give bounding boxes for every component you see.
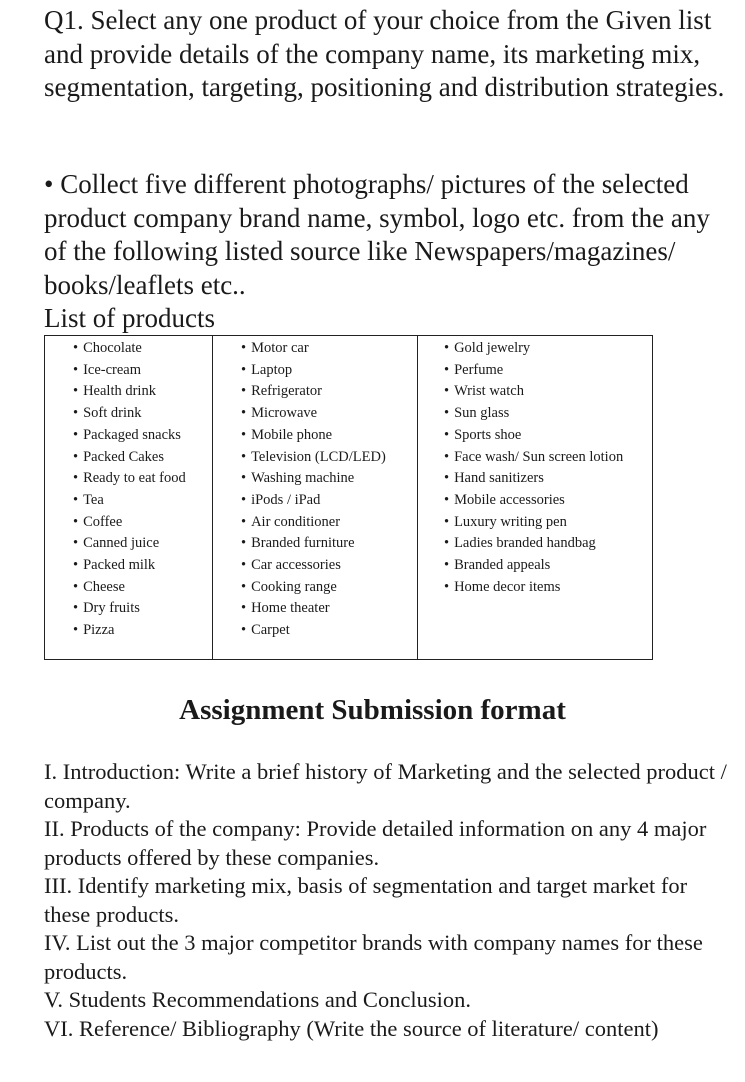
product-item: • Cheese bbox=[73, 577, 212, 599]
product-item: • Ladies branded handbag bbox=[444, 533, 652, 555]
product-item: • Hand sanitizers bbox=[444, 468, 652, 490]
submission-item: VI. Reference/ Bibliography (Write the source of literature/ content) bbox=[44, 1015, 659, 1041]
product-item: • Coffee bbox=[73, 512, 212, 534]
product-item: • Canned juice bbox=[73, 533, 212, 555]
product-table bbox=[44, 335, 653, 660]
submission-format-heading: Assignment Submission format bbox=[179, 694, 566, 726]
submission-item: I. Introduction: Write a brief history of Marketing and the selected product / company. bbox=[44, 759, 727, 813]
product-item: • Microwave bbox=[241, 403, 417, 425]
product-item: • Perfume bbox=[444, 360, 652, 382]
submission-item: III. Identify marketing mix, basis of segmentation and target market for these products. bbox=[44, 873, 688, 927]
product-item: • Home theater bbox=[241, 598, 417, 620]
product-item: • Mobile phone bbox=[241, 425, 417, 447]
product-item: • Luxury writing pen bbox=[444, 512, 652, 534]
product-item: • Refrigerator bbox=[241, 381, 417, 403]
product-item: • Branded furniture bbox=[241, 533, 417, 555]
product-item: • iPods / iPad bbox=[241, 490, 417, 512]
product-column-food bbox=[45, 336, 213, 659]
product-item: • Mobile accessories bbox=[444, 490, 652, 512]
product-item: • Cooking range bbox=[241, 577, 417, 599]
product-item: • Television (LCD/LED) bbox=[241, 447, 417, 469]
product-item: • Face wash/ Sun screen lotion bbox=[444, 447, 652, 469]
product-item: • Chocolate bbox=[73, 338, 212, 360]
product-item: • Ice-cream bbox=[73, 360, 212, 382]
product-item: • Branded appeals bbox=[444, 555, 652, 577]
product-item: • Pizza bbox=[73, 620, 212, 642]
submission-format-list bbox=[44, 758, 734, 1043]
submission-item: IV. List out the 3 major competitor brands with company names for these products. bbox=[44, 930, 703, 984]
product-item: • Packed Cakes bbox=[73, 447, 212, 469]
product-item: • Home decor items bbox=[444, 577, 652, 599]
product-item: • Laptop bbox=[241, 360, 417, 382]
photo-instruction-text: • Collect five different photographs/ pictures of the selected product company brand name, symbol, logo etc. from the any of the following listed source like Newspapers/magazines/ books/leaflets etc.. bbox=[44, 169, 710, 300]
product-item: • Sports shoe bbox=[444, 425, 652, 447]
product-item: • Dry fruits bbox=[73, 598, 212, 620]
submission-item: II. Products of the company: Provide detailed information on any 4 major products offered by these companies. bbox=[44, 816, 707, 870]
product-item: • Packed milk bbox=[73, 555, 212, 577]
product-item: • Washing machine bbox=[241, 468, 417, 490]
product-item: • Sun glass bbox=[444, 403, 652, 425]
product-list-title: List of products bbox=[44, 303, 215, 333]
product-item: • Tea bbox=[73, 490, 212, 512]
product-column-durables bbox=[213, 336, 418, 659]
product-item: • Gold jewelry bbox=[444, 338, 652, 360]
product-item: • Air conditioner bbox=[241, 512, 417, 534]
product-item: • Health drink bbox=[73, 381, 212, 403]
product-item: • Motor car bbox=[241, 338, 417, 360]
product-item: • Ready to eat food bbox=[73, 468, 212, 490]
product-item: • Wrist watch bbox=[444, 381, 652, 403]
product-column-lifestyle bbox=[418, 336, 652, 659]
product-item: • Soft drink bbox=[73, 403, 212, 425]
product-item: • Carpet bbox=[241, 620, 417, 642]
product-item: • Packaged snacks bbox=[73, 425, 212, 447]
question-text: Q1. Select any one product of your choice from the Given list and provide details of the company name, its marketing mix, segmentation, targeting, positioning and distribution strategies. bbox=[44, 5, 725, 102]
product-item: • Car accessories bbox=[241, 555, 417, 577]
submission-item: V. Students Recommendations and Conclusion. bbox=[44, 987, 472, 1012]
